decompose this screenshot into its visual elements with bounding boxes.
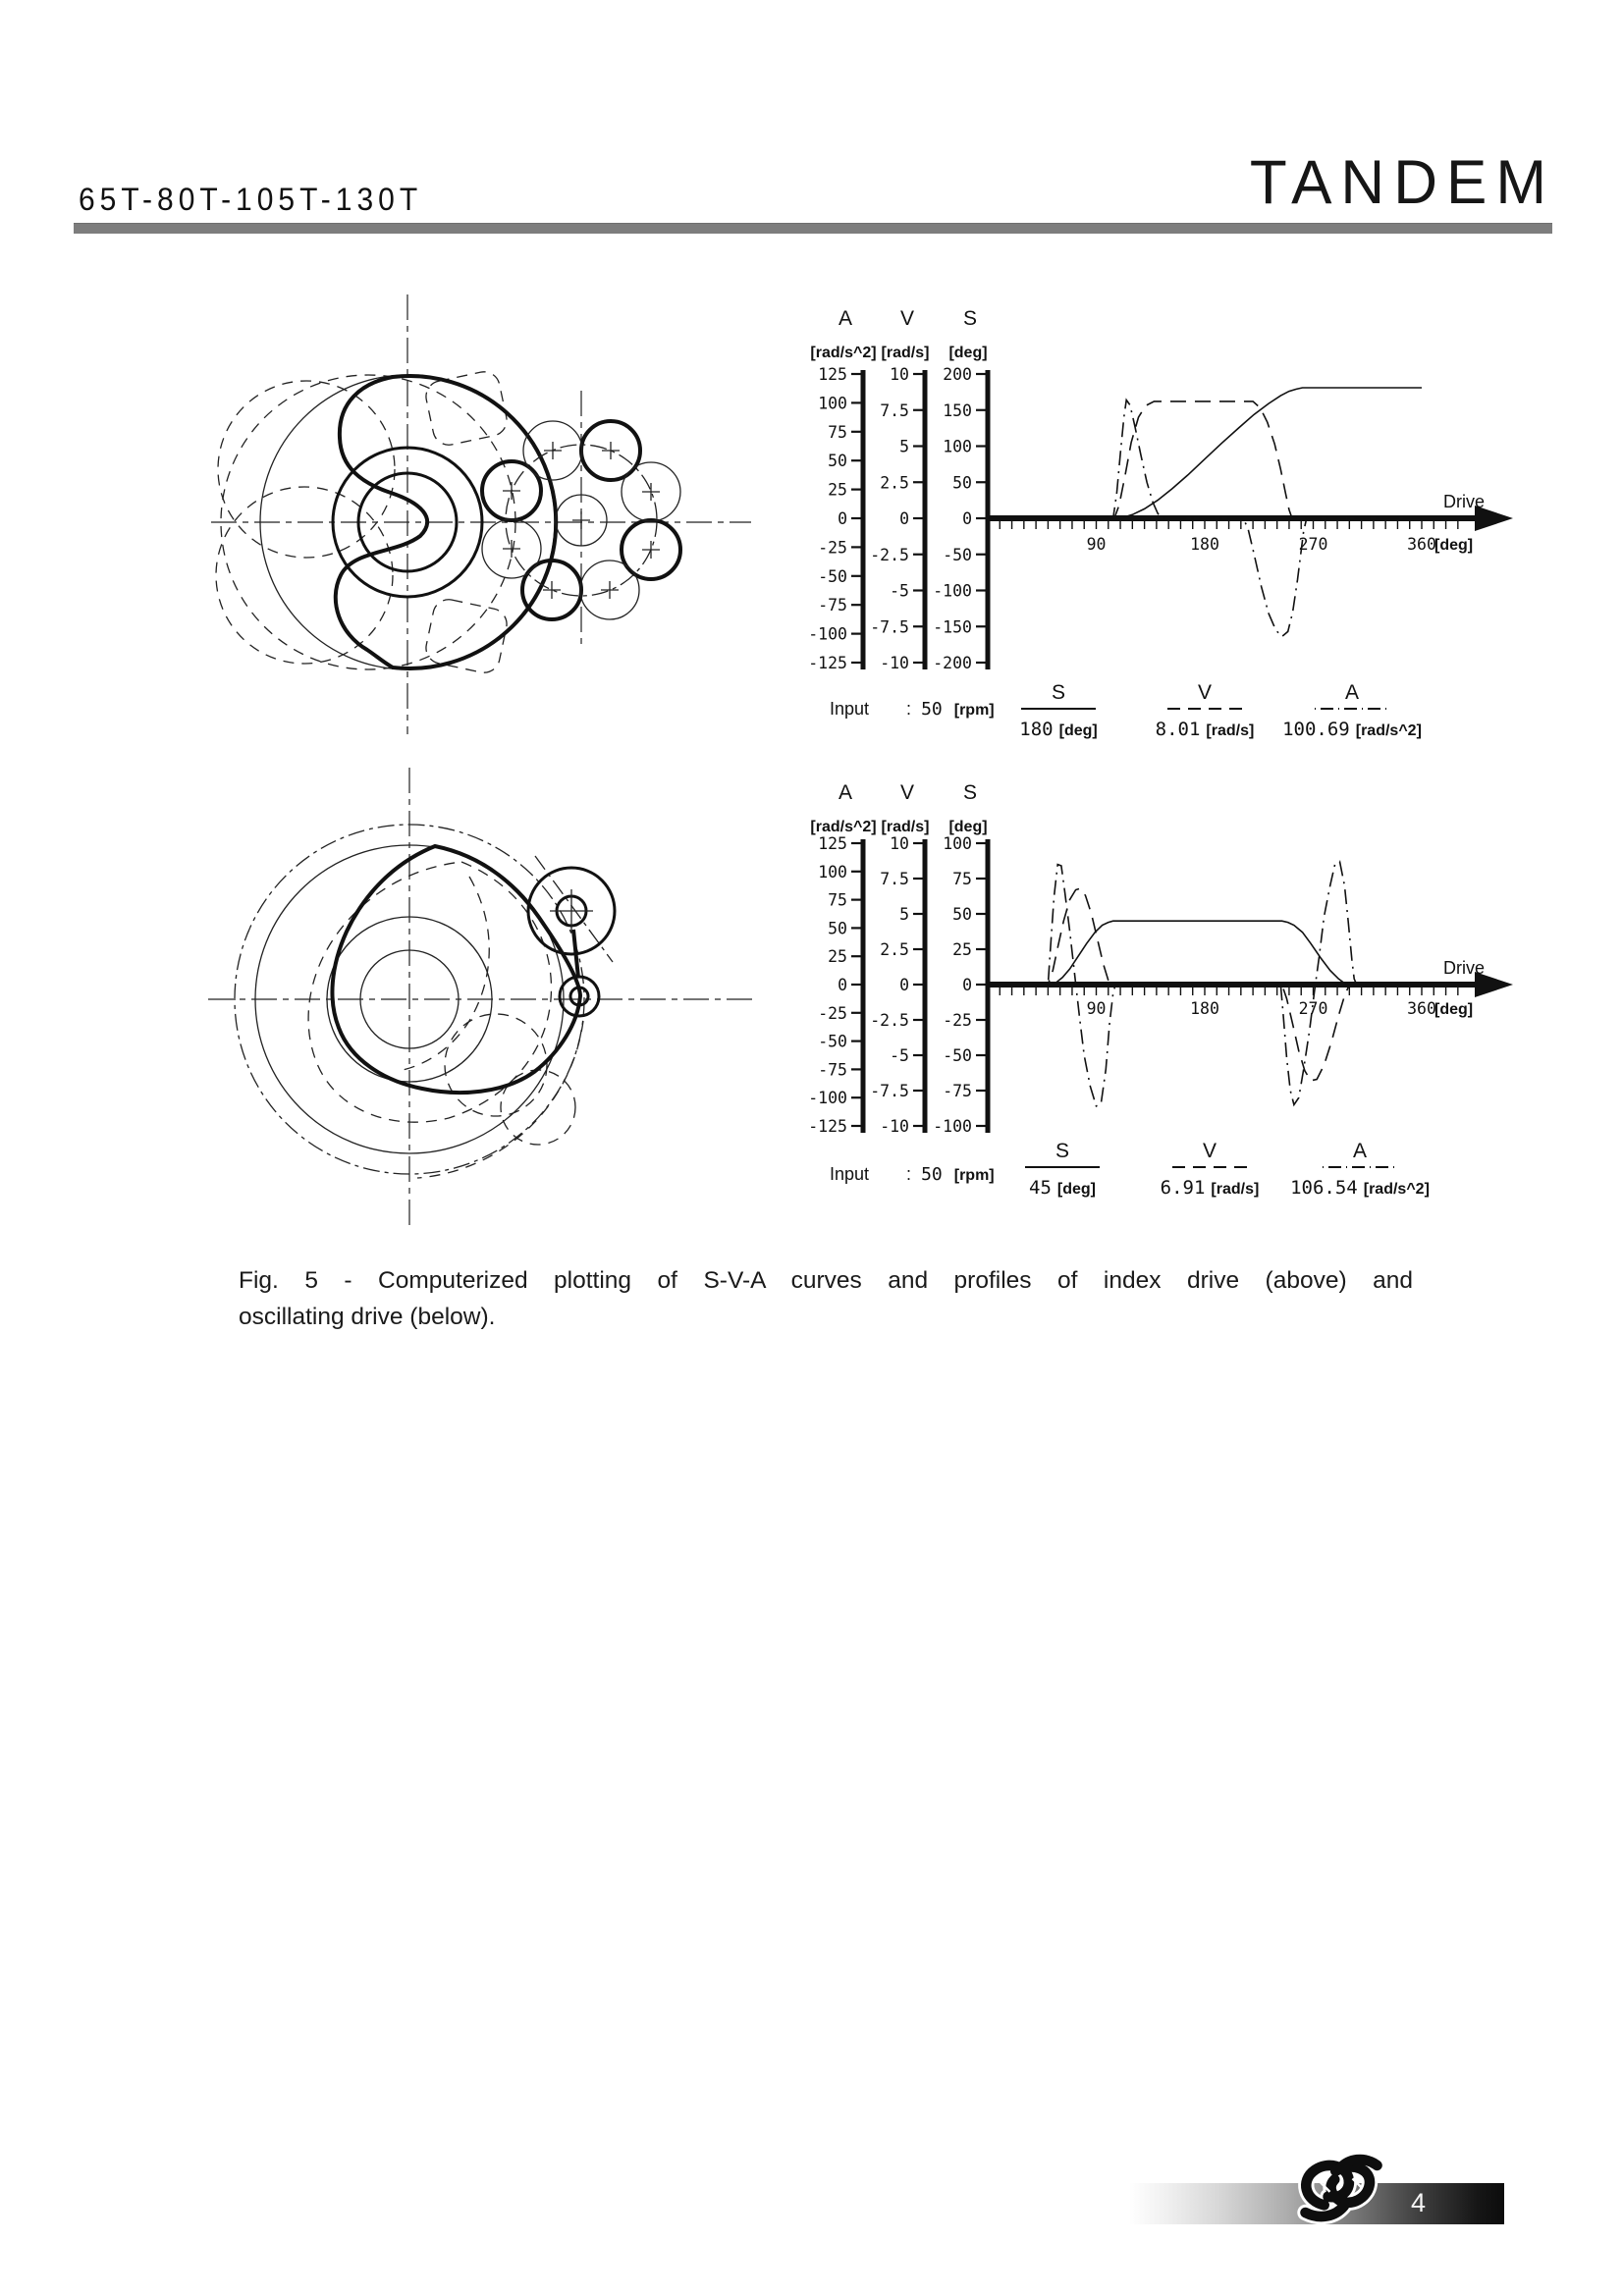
tick-label: 125 [818,365,847,384]
input-label: Input [830,699,870,719]
oscillating-drive-chart [795,766,1527,1148]
x-axis-label: Drive [1442,492,1485,511]
tick-label: -25 [818,538,847,558]
tick-label: 100 [943,437,972,456]
curve-S [988,921,1422,985]
input-value: 50 [921,1164,943,1185]
tick-label: -2.5 [870,1011,909,1030]
x-tick-label: 360 [1407,999,1436,1018]
tick-label: 100 [943,834,972,853]
input-separator: : [906,1164,912,1184]
tick-label: 0 [838,509,847,528]
x-tick-label: 180 [1190,535,1219,554]
legend-entry-v [1136,1141,1283,1199]
tick-label: -25 [818,1003,847,1023]
tick-label: 0 [899,976,909,994]
solid-line-sample [1019,705,1098,713]
tick-label: -2.5 [870,545,909,564]
tick-label: -100 [808,1089,847,1108]
axis-name: A [838,307,853,330]
axis-name: S [962,781,978,804]
tick-label: 2.5 [880,473,909,493]
tick-label: 75 [828,422,847,442]
tick-label: -100 [808,624,847,644]
curve-A [988,400,1422,637]
legend-value: 106.54 [1290,1177,1358,1199]
tick-label: 50 [828,452,847,471]
x-tick-label: 90 [1086,535,1107,554]
tick-label: 0 [962,976,972,994]
tick-label: -100 [933,581,972,601]
brand-title: TANDEM [1249,148,1555,218]
axis-name: S [962,307,978,330]
legend-unit: [rad/s] [1211,1181,1260,1198]
tick-label: -100 [933,1117,972,1136]
figure-caption [239,1262,1413,1335]
tick-label: -50 [818,566,847,586]
tick-label: -125 [808,1117,847,1136]
caption-line-2: oscillating drive (below). [239,1304,496,1330]
x-tick-label: 270 [1298,535,1328,554]
x-tick-label: 180 [1190,999,1219,1018]
axis-unit: [rad/s] [881,819,930,835]
axis-unit: [rad/s] [881,345,930,361]
x-axis-unit: [deg] [1434,537,1474,554]
x-tick-label: 360 [1407,535,1436,554]
tick-label: -25 [943,1011,972,1030]
dashdot-line-sample [1313,705,1391,713]
dashed-line-sample [1165,705,1244,713]
tick-label: 25 [952,940,972,959]
tick-label: 75 [828,890,847,910]
tick-label: 5 [899,437,909,456]
legend-entry-a [1286,1141,1434,1199]
axis-name: V [899,307,915,330]
tick-label: -75 [818,1060,847,1080]
legend-unit: [deg] [1058,722,1098,739]
dashed-line-sample [1170,1163,1249,1171]
tick-label: -50 [943,1046,972,1065]
curve-S [988,388,1422,518]
tick-label: -150 [933,617,972,637]
legend-label: V [1197,681,1212,704]
tick-label: 2.5 [880,940,909,959]
x-tick-label: 270 [1298,999,1328,1018]
knot-logo-icon [1292,2143,1390,2233]
index-drive-chart [795,285,1527,677]
tick-label: -10 [880,654,909,672]
tick-label: -75 [818,596,847,615]
legend-value: 8.01 [1155,719,1201,740]
tick-label: 50 [952,473,972,493]
index-drive-drawing [196,275,766,746]
tick-label: 50 [952,905,972,924]
tick-label: -125 [808,654,847,672]
tick-label: 50 [828,919,847,938]
input-speed-row [830,1164,995,1185]
tick-label: 5 [899,905,909,924]
x-axis-unit: [deg] [1434,1001,1474,1018]
dashdot-line-sample [1321,1163,1399,1171]
tick-label: 0 [838,976,847,994]
input-unit: [rpm] [953,702,995,719]
legend-value: 100.69 [1282,719,1350,740]
header-rule [74,223,1552,234]
legend-entry-a [1278,682,1426,740]
axis-name: V [899,781,915,804]
tick-label: -7.5 [870,1082,909,1100]
tick-label: 10 [890,365,909,384]
tick-label: -75 [943,1082,972,1100]
axis-unit: [rad/s^2] [810,819,877,835]
axis-unit: [deg] [948,819,988,835]
legend-value: 180 [1019,719,1054,740]
legend-entry-v [1131,682,1278,740]
page-number: 4 [1411,2188,1427,2217]
axis-unit: [rad/s^2] [810,345,877,361]
tick-label: -50 [818,1032,847,1051]
x-tick-label: 90 [1086,999,1107,1018]
legend-unit: [rad/s] [1206,722,1255,739]
tick-label: 150 [943,400,972,420]
tick-label: -50 [943,545,972,564]
input-unit: [rpm] [953,1167,995,1184]
caption-line-1: Fig. 5 - Computerized plotting of S-V-A curves and profiles of index drive (above) and [239,1267,1413,1294]
legend-label: S [1055,1140,1069,1162]
tick-label: 0 [962,509,972,528]
tick-label: 10 [890,834,909,853]
tick-label: 0 [899,509,909,528]
tick-label: -5 [890,581,909,601]
axis-name: A [838,781,853,804]
legend-unit: [rad/s^2] [1363,1181,1430,1198]
tick-label: 75 [952,870,972,888]
legend-value: 6.91 [1160,1177,1206,1199]
input-separator: : [906,699,912,719]
legend-entry-s [989,1141,1136,1199]
legend-label: A [1352,1140,1367,1162]
tick-label: 125 [818,834,847,853]
legend-unit: [deg] [1056,1181,1096,1198]
legend-label: A [1344,681,1359,704]
tick-label: 100 [818,862,847,881]
legend-value: 45 [1029,1177,1052,1199]
tick-label: 25 [828,480,847,500]
x-axis-label: Drive [1442,958,1485,978]
input-speed-row [830,699,995,720]
tick-label: 200 [943,365,972,384]
solid-line-sample [1023,1163,1102,1171]
input-label: Input [830,1164,870,1184]
input-value: 50 [921,699,943,720]
tick-label: -10 [880,1117,909,1136]
tick-label: 100 [818,394,847,413]
legend-label: V [1202,1140,1217,1162]
legend-entry-s [985,682,1132,740]
tick-label: 25 [828,947,847,967]
axis-unit: [deg] [948,345,988,361]
tick-label: -5 [890,1046,909,1065]
legend-unit: [rad/s^2] [1355,722,1422,739]
tick-label: -200 [933,654,972,672]
oscillating-drive-drawing [196,726,766,1237]
tick-label: 7.5 [880,400,909,420]
tick-label: 7.5 [880,870,909,888]
legend-label: S [1051,681,1065,704]
tick-label: -7.5 [870,617,909,637]
model-range-title: 65T-80T-105T-130T [79,183,423,218]
